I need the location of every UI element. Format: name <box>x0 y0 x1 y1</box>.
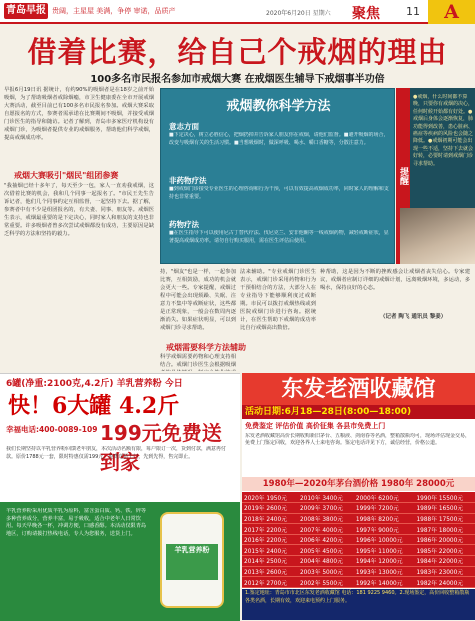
header-slogan: 贵阔，主星屋 美满，争停 审诺，品质产 <box>52 7 176 15</box>
ad-title: 6罐(净重:2100克,4.2斤) 羊乳营养粉 今日 <box>6 379 183 389</box>
article-column-3: 法来辅助。"专业戒烟门诊医生表示，戒烟门诊采用药物和行为干预相结合的方法，大部分人在专业指导下能够顺利度过戒断期。市民可以拨打戒烟热线或到医院戒烟门诊进行咨询。据统计，在医生帮助下戒烟的成功率比自行戒烟高出数倍。 <box>240 269 316 331</box>
price-table-cell: 2002年 5500元 <box>298 577 354 588</box>
article-column-2b: 科学戒烟需要药物和心理支持相结合。戒烟门诊医生会根据吸烟 <box>160 354 236 368</box>
tips-section-text-3: ■在医生指导下可以使用尼古丁替代疗法、伐尼克兰、安非他酮等一线戒烟药物，减轻戒断症状，显著提高戒烟成功率。请勿自行购买服用，需在医生评估后使用。 <box>169 230 389 244</box>
price-table-cell: 1995年 11000元 <box>354 545 415 556</box>
subsection-title-2: 戒烟需要科学方法辅助 <box>166 343 246 352</box>
price-table-cell: 1982年 24000元 <box>414 577 475 588</box>
ad-phone: 幸福电话:400-0089-109 <box>6 425 98 434</box>
article-lead: 早报6月19日讯 据统计，有约90%的吸烟者是在18岁之前开始吸烟，为了帮助吸烟者戒除烟瘾，市卫生健康委在全市开展戒烟大赛活动，截至目前已有100多名市民报名参加。戒烟大赛采取自愿报名的方式，参赛者需承诺在比赛期间不吸烟，并接受戒烟门诊医生的指导和随访。记者了解到，青岛市多家医疗机构设有戒烟门诊，为吸烟者提供专业的戒烟服务，帮助他们科学戒烟，提高戒烟成功率。 <box>4 87 154 141</box>
price-table-cell: 1997年 9000元 <box>354 524 415 535</box>
tips-section-title-2: 非药物疗法 <box>169 176 207 185</box>
price-table-cell: 1996年 10000元 <box>354 534 415 545</box>
page-number: 11 <box>406 5 420 18</box>
tips-section-title-3: 药物疗法 <box>169 220 199 229</box>
ad2-body: 东发老酒收藏馆高价长期收购新旧茅台、五粮液、剑南春等名酒，整箱散瓶均可，现场评估现金交易，免费上门鉴定回收，欢迎各界人士来电咨询。鉴定电话详见下方，诚信经营，价格公道。 <box>245 433 471 446</box>
page-header <box>0 0 475 24</box>
price-table-cell: 2000年 6200元 <box>354 492 415 503</box>
ad2-footer: 1.鉴定地址：青岛市市北区东发老酒收藏馆 电话：181 9225 9460。2.现场鉴定，高价回收整箱散瓶各类名酒，长期有效，欢迎来电预约上门服务。 <box>242 589 475 620</box>
product-can-image <box>160 512 224 608</box>
price-table-cell: 2015年 2400元 <box>242 545 298 556</box>
ad2-title: 东发老酒收藏馆 <box>242 373 475 405</box>
subsection-title-1: 戒烟大赛吸引"烟民"组团参赛 <box>14 171 119 180</box>
price-table-row <box>242 534 475 545</box>
price-table-row <box>242 556 475 567</box>
price-table-cell: 2019年 2600元 <box>242 503 298 514</box>
price-table-cell: 1992年 14000元 <box>354 577 415 588</box>
price-table-cell: 1994年 12000元 <box>354 556 415 567</box>
tips-section-text-2: ■到戒烟门诊接受专业医生的心理咨询和行为干预，可以有效提高戒烟成功率，同时家人的理解和支持也非常重要。 <box>169 186 389 200</box>
price-table-cell: 2014年 2500元 <box>242 556 298 567</box>
ad-offer: 199元免费送到家 <box>100 421 222 474</box>
price-table-cell: 2008年 3800元 <box>298 513 354 524</box>
price-table-row <box>242 566 475 577</box>
price-table-cell: 2006年 4200元 <box>298 534 354 545</box>
price-table-cell: 1988年 17500元 <box>414 513 475 524</box>
price-table-cell: 1998年 8200元 <box>354 513 415 524</box>
price-table-cell: 2012年 2700元 <box>242 577 298 588</box>
article-column-1: "我抽烟已经十多年了，每天至少一包，家人一直劝我戒烟，这次借着比赛的机会，我和几个同事一起报名了。"市民王先生告诉记者，他们几个同事约定互相监督，一起坚持下去。据了解，参赛者中有不少是组团报名的，有夫妻、同事、朋友等。戒烟医生表示，戒烟最重要的是下定决心，同时家人和朋友的支持也非常重要。许多吸烟者曾多次尝试戒烟都没有成功，主要原因是缺乏科学的方法和坚持的毅力。 <box>4 183 154 237</box>
tips-section-text-1: ■下定决心，树立必胜信心，把烟扔掉并告诉家人朋友你在戒烟，请他们监督。■避开吸烟的场合，改变与吸烟有关的生活习惯。■当想吸烟时，做深呼吸、喝水、嚼口香糖等，分散注意力。 <box>169 132 389 146</box>
price-table-cell: 1984年 22000元 <box>414 556 475 567</box>
ad-body: 我们长期坚持以羊乳营养粉回馈老年朋友，本次活动名额有限，每户限订一次，货到付款，满意再付款。原价1788元一套，限时特惠仅需199元，免费送货上门，先到先得，售完即止。 <box>6 446 227 460</box>
reminder-label: 提醒 <box>396 88 410 264</box>
price-table-row <box>242 492 475 503</box>
milk-powder-ad <box>0 373 240 620</box>
price-table-cell: 2003年 5000元 <box>298 566 354 577</box>
price-table-cell: 2010年 3400元 <box>298 492 354 503</box>
product-can-label: 羊乳营养粉 <box>166 544 218 580</box>
price-table-cell: 2007年 4000元 <box>298 524 354 535</box>
newspaper-logo: 青岛早报 <box>4 3 48 19</box>
article-column-4: 种帮助，这是因为不断的挫败感会让戒烟者丧失信心。专家建议，戒烟者应制订详细的戒烟计划，远离吸烟环境，多运动，多喝水，保持良好的心态。 <box>320 269 470 291</box>
price-table-row <box>242 577 475 588</box>
price-table <box>242 492 475 588</box>
price-table-cell: 1989年 16500元 <box>414 503 475 514</box>
ad2-services: 免费鉴定 评估价值 高价征集 各县市免费上门 <box>242 420 475 432</box>
reminder-text: ●戒烟，什么时间都不算晚，只要你有戒烟的决心，任何时候开始都有好处。●戒烟后身体会逐渐恢复，肺功能得到改善，患心脏病、癌症等疾病的风险也会随之降低。●戒烟初期可能会出现一些不适，坚持下去就会好转，必要时请到戒烟门诊寻求帮助。 <box>413 94 473 167</box>
byline: （记者 陶飞 通讯员 黎姜） <box>380 314 447 320</box>
price-table-cell: 1985年 22000元 <box>414 545 475 556</box>
price-table-cell: 1983年 23000元 <box>414 566 475 577</box>
price-table-cell: 2016年 2200元 <box>242 534 298 545</box>
price-table-cell: 2018年 2400元 <box>242 513 298 524</box>
section-name: 聚焦 <box>352 6 380 22</box>
ad2-dates: 活动日期:6月18—28日(8:00—18:00) <box>242 405 475 419</box>
subheadline: 100多名市民报名参加市戒烟大赛 在戒烟医生辅导下戒烟事半功倍 <box>90 74 385 85</box>
issue-date: 2020年6月20日 星期六 <box>266 10 331 17</box>
ad-product-panel <box>0 502 240 621</box>
price-table-cell: 1993年 13000元 <box>354 566 415 577</box>
price-table-cell: 2005年 4500元 <box>298 545 354 556</box>
article-column-2: 持，"烟友"也是一样，一起参加比赛，互相鼓励，成功的机会就会更大一些。专家提醒，戒烟过程中可能会出现烦躁、失眠、注意力不集中等戒断症状，这些都是正常现象，一般会在数周内逐渐消失。如果症状明显，可以到戒烟门诊寻求帮助。 <box>160 269 236 331</box>
price-table-cell: 2017年 2200元 <box>242 524 298 535</box>
price-table-row <box>242 513 475 524</box>
person-photo <box>400 208 475 264</box>
tips-section-title-1: 意志方面 <box>169 122 199 131</box>
ad-product-text: 羊乳营养粉采用优质羊乳为原料，富含蛋白质、钙、铁、锌等多种营养成分，营养丰富，易于吸收，适合中老年人日常饮用。每天早晚各一杯，冲调方便，口感香醇。本活动仅限青岛地区，订购请拨打热线电话，专人为您服务，送货上门。 <box>6 508 147 537</box>
price-table-row <box>242 545 475 556</box>
section-letter: A <box>428 0 475 24</box>
price-table-cell: 2009年 3700元 <box>298 503 354 514</box>
price-table-title: 1980年—2020年茅台酒价格 1980年 28000元 <box>242 477 475 491</box>
liquor-collection-ad <box>242 373 475 620</box>
price-table-cell: 1990年 15500元 <box>414 492 475 503</box>
ad-price-headline: 快！6大罐 4.2斤 <box>8 393 180 419</box>
price-table-cell: 1986年 20000元 <box>414 534 475 545</box>
price-table-cell: 1987年 18000元 <box>414 524 475 535</box>
price-table-cell: 1999年 7200元 <box>354 503 415 514</box>
price-table-cell: 2004年 4800元 <box>298 556 354 567</box>
smoking-tips-box <box>160 88 395 264</box>
price-table-cell: 2020年 1950元 <box>242 492 298 503</box>
headline: 借着比赛，给自己个戒烟的理由 <box>27 35 448 69</box>
tips-box-title: 戒烟教你科学方法 <box>226 99 331 114</box>
price-table-cell: 2013年 2600元 <box>242 566 298 577</box>
price-table-row <box>242 524 475 535</box>
price-table-row <box>242 503 475 514</box>
